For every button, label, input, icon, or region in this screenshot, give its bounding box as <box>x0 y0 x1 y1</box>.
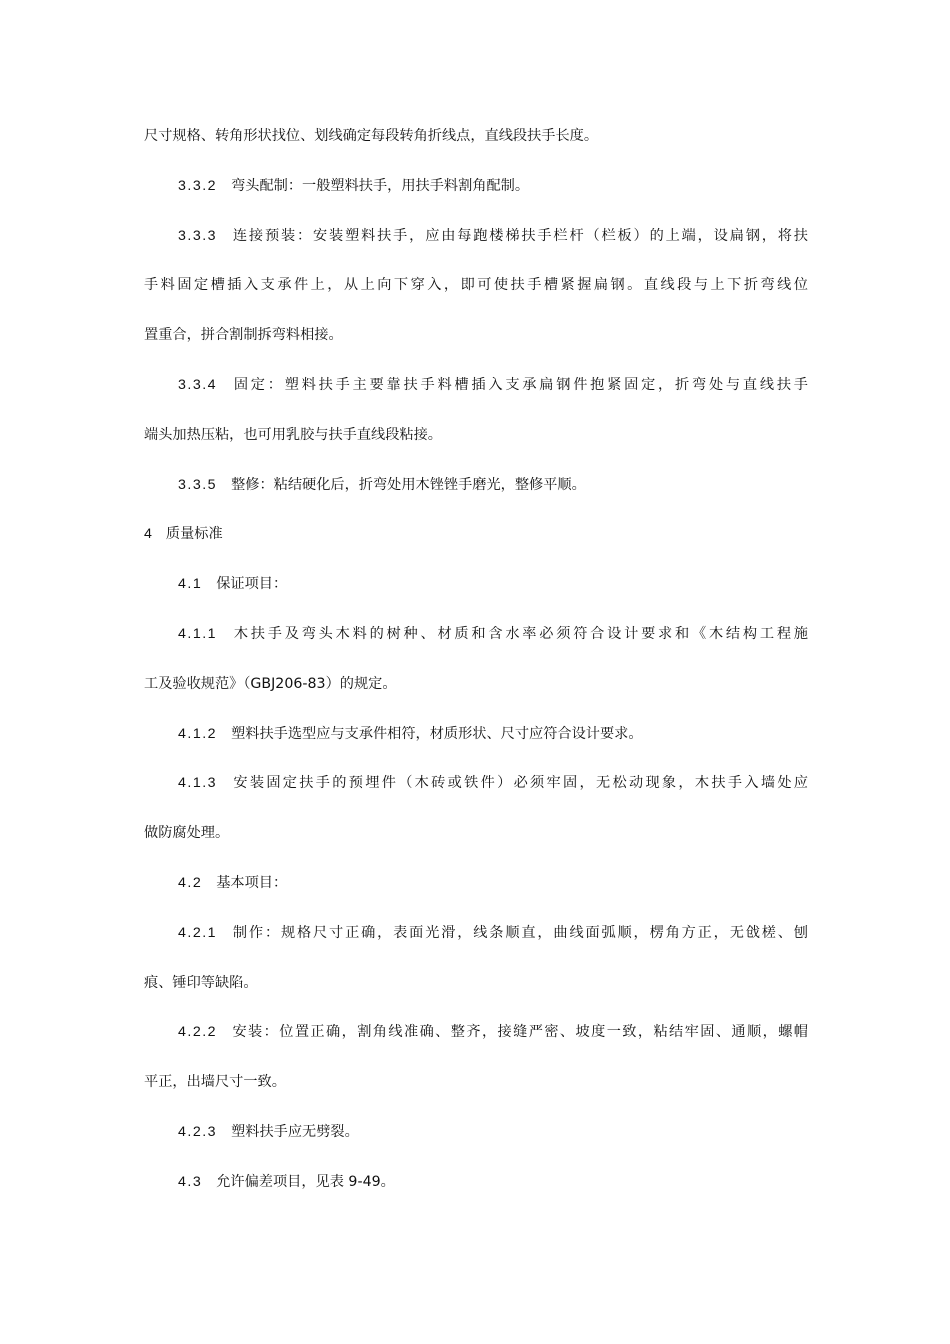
section-4-1-1 <box>144 610 808 660</box>
section-3-3-5 <box>144 461 808 511</box>
line-text: 整修：粘结硬化后，折弯处用木锉锉手磨光，整修平顺。 <box>231 476 586 493</box>
line-text: 允许偏差项目，见表 9-49。 <box>216 1173 395 1190</box>
section-4-2-1 <box>144 909 808 959</box>
section-number: 4.1.1 <box>178 625 218 642</box>
section-3-3-4 <box>144 361 808 411</box>
line-text: 安装：位置正确，割角线准确、整齐，接缝严密、坡度一致，粘结牢固、通顺，螺帽 <box>231 1024 808 1041</box>
section-number: 4.2.1 <box>178 924 218 941</box>
section-3-3-2 <box>144 162 808 212</box>
line-text: 制作：规格尺寸正确，表面光滑，线条顺直，曲线面弧顺，楞角方正，无戗槎、刨 <box>231 924 808 941</box>
line-text: 工及验收规范》（GBJ206-83）的规定。 <box>144 675 397 692</box>
line-text: 固定：塑料扶手主要靠扶手料槽插入支承扁钢件抱紧固定，折弯处与直线扶手 <box>231 376 808 393</box>
section-number: 4.3 <box>178 1173 203 1190</box>
section-heading-4 <box>144 510 808 560</box>
paragraph-line <box>144 660 808 710</box>
line-text: 平正，出墙尺寸一致。 <box>144 1074 286 1091</box>
paragraph-line <box>144 112 808 162</box>
heading-text: 质量标准 <box>165 526 223 543</box>
section-number: 3.3.3 <box>178 227 218 244</box>
line-text: 安装固定扶手的预埋件（木砖或铁件）必须牢固，无松动现象，木扶手入墙处应 <box>231 775 808 792</box>
line-text: 置重合，拼合割制拆弯料相接。 <box>144 327 343 344</box>
section-3-3-3 <box>144 212 808 262</box>
section-number: 3.3.2 <box>178 177 218 194</box>
line-text: 塑料扶手应无劈裂。 <box>231 1123 359 1140</box>
document-page <box>144 112 808 1208</box>
section-number: 4.2.2 <box>178 1024 218 1041</box>
section-number: 4.1.3 <box>178 775 218 792</box>
line-text: 端头加热压粘，也可用乳胶与扶手直线段粘接。 <box>144 426 442 443</box>
line-text: 痕、锤印等缺陷。 <box>144 974 258 991</box>
section-4-2-2 <box>144 1008 808 1058</box>
paragraph-line <box>144 809 808 859</box>
section-4-1 <box>144 560 808 610</box>
paragraph-line <box>144 261 808 311</box>
paragraph-line <box>144 311 808 361</box>
line-text: 基本项目： <box>216 874 288 891</box>
paragraph-line <box>144 959 808 1009</box>
paragraph-line <box>144 1058 808 1108</box>
line-text: 做防腐处理。 <box>144 825 230 842</box>
section-4-1-3 <box>144 759 808 809</box>
section-4-3 <box>144 1158 808 1208</box>
section-number: 4.2 <box>178 874 203 891</box>
line-text: 弯头配制：一般塑料扶手，用扶手料割角配制。 <box>231 177 530 194</box>
section-number: 4.1 <box>178 576 203 593</box>
section-4-2 <box>144 859 808 909</box>
line-text: 木扶手及弯头木料的树种、材质和含水率必须符合设计要求和《木结构工程施 <box>231 625 808 642</box>
section-number: 3.3.4 <box>178 376 218 393</box>
line-text: 保证项目： <box>216 576 288 593</box>
paragraph-line <box>144 411 808 461</box>
section-4-1-2 <box>144 710 808 760</box>
line-text: 塑料扶手选型应与支承件相符，材质形状、尺寸应符合设计要求。 <box>231 725 643 742</box>
section-4-2-3 <box>144 1108 808 1158</box>
line-text: 尺寸规格、转角形状找位、划线确定每段转角折线点，直线段扶手长度。 <box>144 128 599 144</box>
section-number: 4.2.3 <box>178 1123 218 1140</box>
section-number: 3.3.5 <box>178 476 218 493</box>
line-text: 连接预装：安装塑料扶手，应由每跑楼梯扶手栏杆（栏板）的上端，设扁钢，将扶 <box>231 227 808 244</box>
line-text: 手料固定槽插入支承件上，从上向下穿入，即可使扶手槽紧握扁钢。直线段与上下折弯线位 <box>144 277 808 294</box>
section-number: 4.1.2 <box>178 725 218 742</box>
section-number: 4 <box>144 526 152 543</box>
